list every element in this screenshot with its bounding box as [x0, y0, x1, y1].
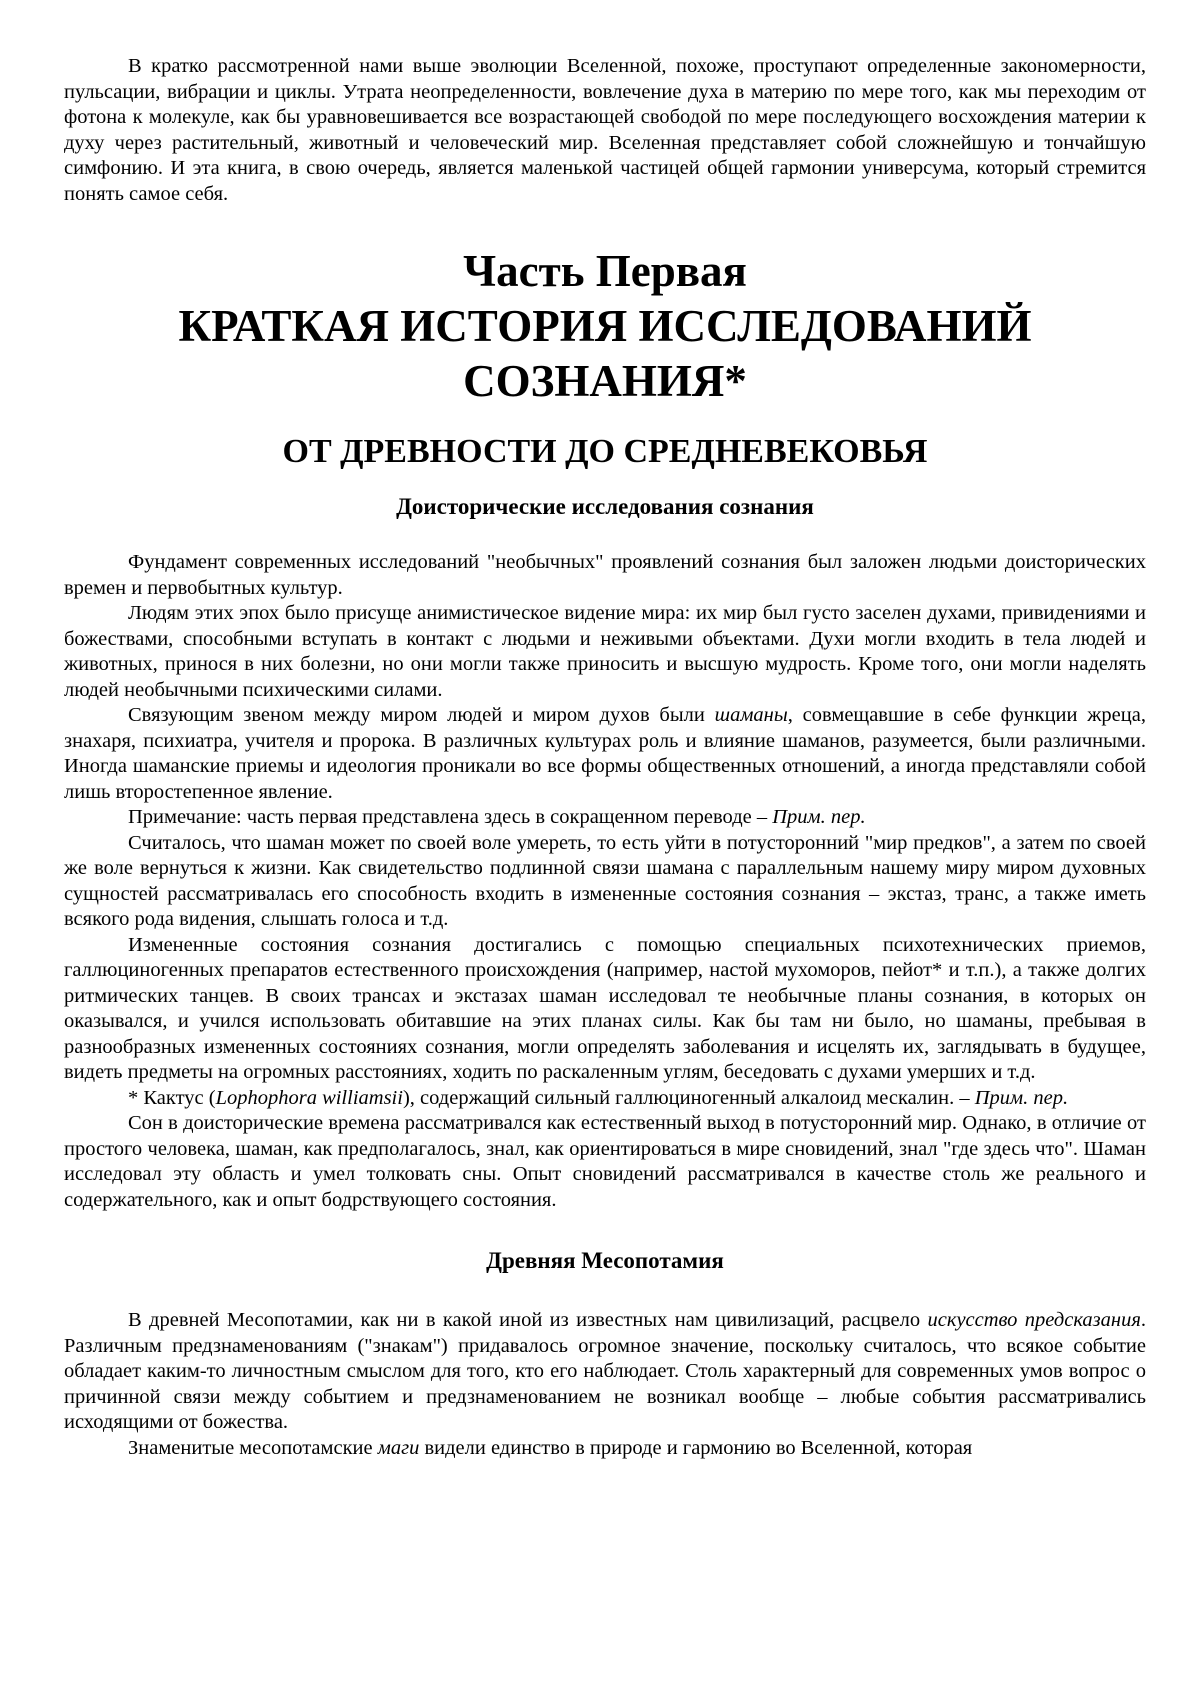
text-run: В древней Месопотамии, как ни в какой иной из известных нам цивилизаций, расцвело: [128, 1309, 928, 1331]
text-run: * Кактус (: [128, 1086, 216, 1109]
emphasis-term: Прим. пер.: [772, 806, 866, 828]
part-title-line-2: СОЗНАНИЯ*: [463, 356, 747, 406]
paragraph-dreams: Сон в доисторические времена рассматривался как естественный выход в потусторонний мир. Однако, в отличие от простого человека, шаман, как предполагалось, знал, как ориентироваться в мире сновидений, знал "где здесь что". Шаман исследовал эту область и умел толковать сны. Опыт сновидений рассматривался в качестве столь же реального и содержательного, как и опыт бодрствующего состояния.: [64, 1112, 1146, 1211]
part-title-line-1: КРАТКАЯ ИСТОРИЯ ИССЛЕДОВАНИЙ: [178, 301, 1032, 351]
emphasis-term: искусство предсказания: [927, 1309, 1141, 1331]
section-body-mesopotamia: [64, 1308, 1146, 1461]
text-run: . Различным предзнаменованиям ("знакам") придавалось огромное значение, поскольку считалось, что всякое событие обладает каким-то личностным смыслом для того, кто его наблюдает. Столь характерный для современных умов вопрос о причинной связи между событием и предзнаменованием не возникал вообще – любые события рассматривались исходящими от божества.: [64, 1309, 1146, 1433]
emphasis-term: шаманы: [714, 704, 788, 726]
text-run: видели единство в природе и гармонию во Вселенной, которая: [419, 1436, 973, 1459]
intro-paragraph: В кратко рассмотренной нами выше эволюции Вселенной, похоже, проступают определенные закономерности, пульсации, вибрации и циклы. Утрата неопределенности, вовлечение духа в материю по мере того, как мы переходим от фотона к молекуле, как бы уравновешивается все возрастающей свободой по мере последующего восхождения материи к духу через растительный, животный и человеческий мир. Вселенная представляет собой сложнейшую и тончайшую симфонию. И эта книга, в свою очередь, является маленькой частицей общей гармонии универсума, который стремится понять самое себя.: [64, 55, 1146, 205]
text-run: , совмещавшие в себе функции жреца, знахаря, психиатра, учителя и пророка. В различных культурах роль и влияние шаманов, разумеется, были различными. Иногда шаманские приемы и идеология проникали во все формы общественных отношений, а иногда представляли собой лишь второстепенное явление.: [64, 704, 1146, 803]
paragraph-foundation: Фундамент современных исследований "необычных" проявлений сознания был заложен людьми доисторических времен и первобытных культур.: [64, 551, 1146, 599]
paragraph-magi: [64, 1436, 1146, 1462]
footnote-peyote: [64, 1086, 1146, 1112]
text-run: Примечание: часть первая представлена здесь в сокращенном переводе –: [128, 806, 773, 828]
paragraph-divination: [64, 1308, 1146, 1436]
section-heading-mesopotamia: Древняя Месопотамия: [486, 1248, 724, 1273]
paragraph-altered-states: Измененные состояния сознания достигались с помощью специальных психотехнических приемов, галлюциногенных препаратов естественного происхождения (например, настой мухоморов, пейот* и т.п.), а также долгих ритмических танцев. В своих трансах и экстазах шаман исследовал те необычные планы сознания, в которых он оказывался, и учился использовать обитавшие на этих планах силы. Как бы там ни было, но шаманы, пребывая в разнообразных измененных состояниях сознания, могли определять заболевания и исцелять их, заглядывать в будущее, видеть предметы на огромных расстояниях, ходить по раскаленным углям, беседовать с духами умерших и т.д.: [64, 933, 1146, 1083]
emphasis-term: Lophophora williamsii: [215, 1086, 403, 1109]
text-run: Знаменитые месопотамские: [128, 1436, 378, 1459]
emphasis-term: Прим. пер.: [974, 1086, 1069, 1109]
document-page: [64, 54, 1146, 1461]
part-title-block: [64, 244, 1146, 409]
paragraph-death-return: Считалось, что шаман может по своей воле умереть, то есть уйти в потусторонний "мир предков", а затем по своей же воле вернуться к жизни. Как свидетельство подлинной связи шамана с параллельным нашему миру миром духовных сущностей рассматривалась его способность входить в измененные состояния сознания – экстаз, транс, а также иметь всякого рода видения, слышать голоса и т.д.: [64, 831, 1146, 930]
translator-note: [64, 805, 1146, 831]
emphasis-term: маги: [377, 1436, 420, 1459]
text-run: ), содержащий сильный галлюциногенный алкалоид мескалин. –: [402, 1086, 975, 1109]
part-number-heading: Часть Первая: [463, 246, 747, 296]
section-heading-prehistoric: Доисторические исследования сознания: [396, 494, 814, 519]
section-body-prehistoric: [64, 550, 1146, 1213]
chapter-heading: ОТ ДРЕВНОСТИ ДО СРЕДНЕВЕКОВЬЯ: [282, 433, 928, 470]
paragraph-shamans: [64, 703, 1146, 805]
paragraph-animism: Людям этих эпох было присуще анимистическое видение мира: их мир был густо заселен духами, привидениями и божествами, способными вступать в контакт с людьми и неживыми объектами. Духи могли входить в тела людей и животных, принося в них болезни, но они могли также приносить и высшую мудрость. Кроме того, они могли наделять людей необычными психическими силами.: [64, 602, 1146, 701]
text-run: Связующим звеном между миром людей и миром духов были: [128, 704, 715, 726]
